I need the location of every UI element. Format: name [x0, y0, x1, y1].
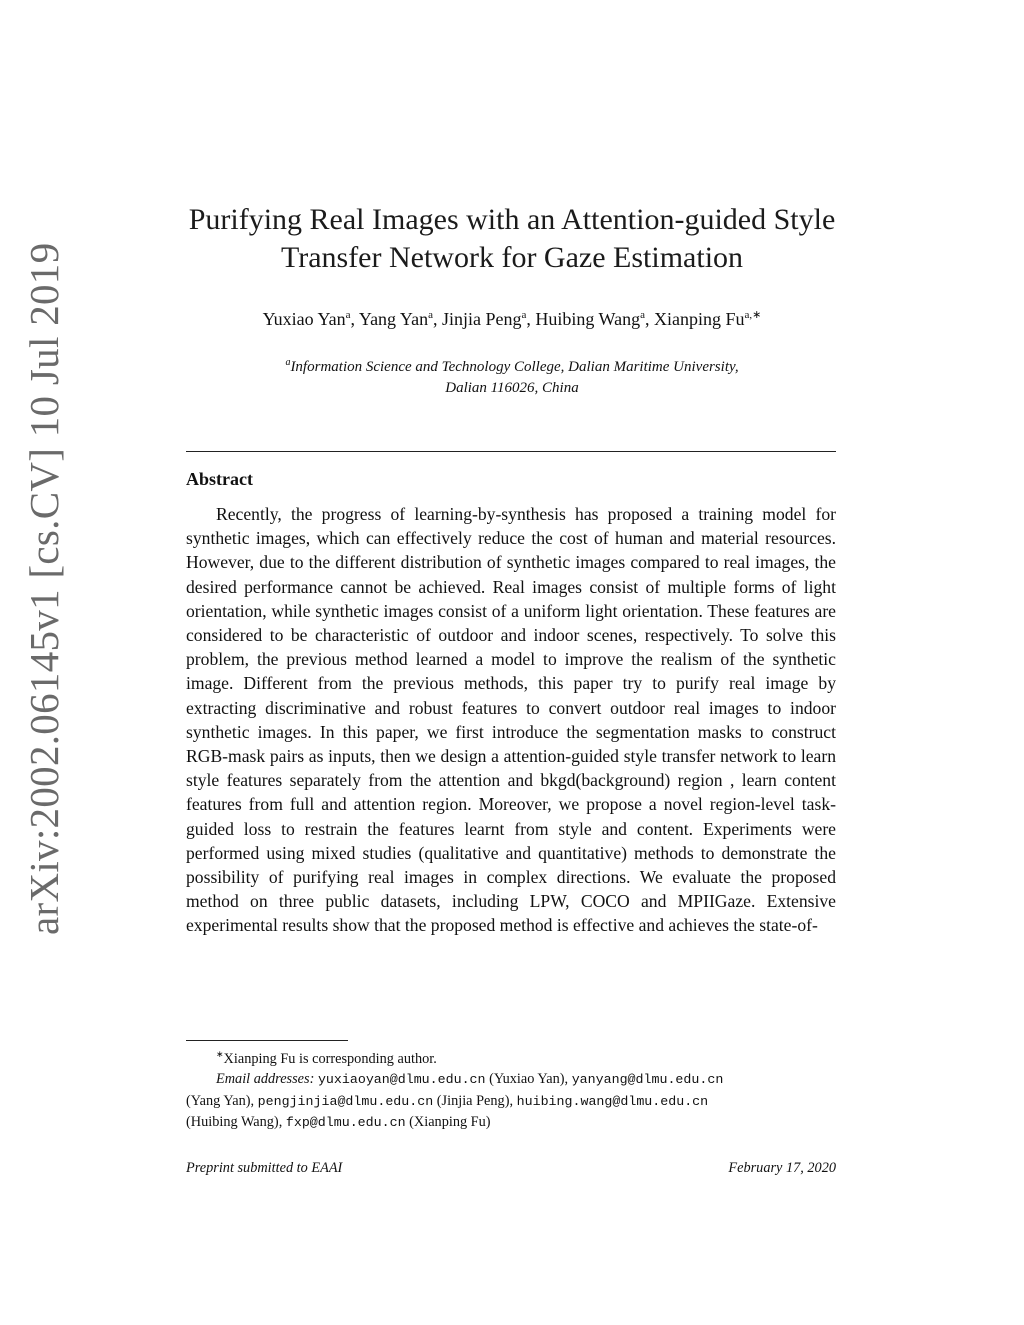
author: Yang Yan$^a$ — [358, 309, 433, 329]
abstract-text: Recently, the progress of learning-by-synthesis has proposed a training model for synthetic images, which can effectively reduce the cost of human and material resources. However, due to the different distribution of synthetic images compared to real images, the desired performance cannot be achieved. Real images consist of multiple forms of light orientation, while synthetic images consist of a uniform light orientation. These features are considered to be characteristic of outdoor and indoor scenes, respectively. To solve this problem, the previous method learned a model to improve the realism of the synthetic image. Different from the previous methods, this paper try to purify real image by extracting discriminative and robust features to convert outdoor real images to indoor synthetic images. In this paper, we first introduce the segmentation masks to construct RGB-mask pairs as inputs, then we design a attention-guided style transfer network to learn style features separately from the attention and bkgd(background) region , learn content features from full and attention region. Moreover, we propose a novel region-level task-guided loss to restrain the features learnt from style and content. Experiments were performed using mixed studies (qualitative and quantitative) methods to demonstrate the possibility of purifying real images in complex directions. We evaluate the proposed method on three public datasets, including LPW, COCO and MPIIGaze. Extensive experimental results show that the proposed method is effective and achieves the state-of- — [186, 504, 836, 936]
email-owner: (Yuxiao Yan), — [489, 1071, 569, 1088]
email-owner: (Xianping Fu) — [409, 1114, 491, 1131]
affiliation — [150, 352, 874, 399]
affiliation-line-2: Dalian 116026, China — [445, 380, 579, 396]
footer-date: February 17, 2020 — [728, 1160, 836, 1176]
email-owner: (Huibing Wang), — [186, 1114, 283, 1131]
email-link[interactable]: pengjinjia@dlmu.edu.cn — [257, 1093, 434, 1109]
footnote-rule — [186, 1040, 348, 1041]
author: Yuxiao Yan$^a$ — [262, 309, 351, 329]
abstract-heading: Abstract — [186, 469, 253, 489]
email-link[interactable]: yuxiaoyan@dlmu.edu.cn — [317, 1072, 486, 1088]
author-list: Yuxiao Yan$^a$, Yang Yan$^a$, Jinjia Peng$^a$, Huibing Wang$^a$, Xianping $Fu^{a,∗}$ — [262, 309, 762, 329]
email-label: Email addresses: — [216, 1071, 315, 1088]
email-link[interactable]: yanyang@dlmu.edu.cn — [571, 1072, 724, 1088]
email-line-3 — [186, 1112, 836, 1134]
title-line-1: Purifying Real Images with an Attention-guided Style — [188, 203, 836, 236]
author: Huibing Wang$^a$ — [535, 309, 645, 329]
email-line-2 — [186, 1091, 836, 1113]
arxiv-identifier-stamp: arXiv:2002.06145v1 [cs.CV] 10 Jul 2019 — [21, 242, 67, 935]
author: Jinjia Peng$^a$ — [441, 309, 527, 329]
corresponding-author-note: ∗Xianping Fu is corresponding author. — [216, 1049, 437, 1067]
title-line-2: Transfer Network for Gaze Estimation — [280, 241, 744, 274]
preprint-note: Preprint submitted to EAAI — [186, 1160, 343, 1176]
email-owner: (Jinjia Peng), — [436, 1092, 514, 1109]
abstract-top-rule — [186, 451, 836, 452]
footnotes — [186, 1044, 836, 1134]
email-link[interactable]: fxp@dlmu.edu.cn — [285, 1115, 406, 1131]
author: Xianping $Fu^{a,∗}$ — [653, 309, 762, 329]
email-line-1 — [186, 1069, 836, 1091]
affiliation-marker: a — [285, 357, 291, 368]
email-owner: (Yang Yan), — [186, 1092, 255, 1109]
affiliation-line-1: Information Science and Technology College, Dalian Maritime University, — [290, 359, 739, 375]
paper-title — [180, 201, 844, 277]
email-link[interactable]: huibing.wang@dlmu.edu.cn — [516, 1093, 709, 1109]
